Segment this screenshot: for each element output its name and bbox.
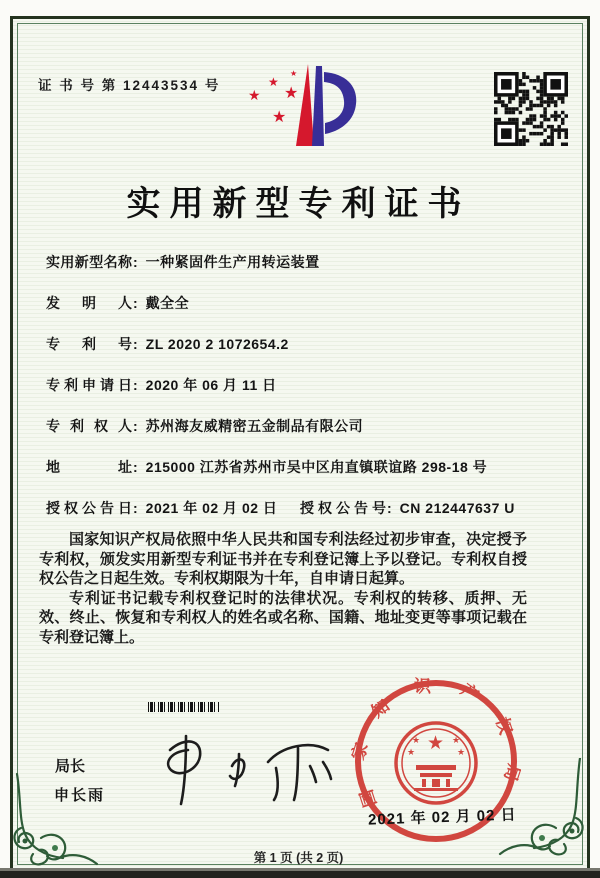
certificate-number: 证 书 号 第 12443534 号: [38, 78, 221, 93]
field-label: 专利权人: [46, 418, 132, 434]
field-label: 专利申请日: [46, 377, 132, 393]
field-value: 2020 年 06 月 11 日: [145, 377, 277, 393]
field-value: 215000 江苏省苏州市吴中区甪直镇联谊路 298-18 号: [145, 459, 488, 475]
field-label: 授权公告号: [300, 500, 386, 516]
svg-text:★: ★: [248, 87, 261, 103]
svg-text:★: ★: [457, 747, 466, 757]
field-row-address: [46, 457, 558, 477]
field-row-patentee: [46, 416, 558, 436]
field-colon: :: [133, 377, 138, 393]
handwritten-signature-icon: [140, 728, 340, 813]
svg-text:★: ★: [268, 75, 279, 89]
field-colon: :: [133, 418, 138, 434]
seal-agency-arc-text: 国家知识产权局: [351, 676, 521, 810]
svg-text:★: ★: [452, 735, 461, 745]
field-row-utility-model-name: [46, 252, 558, 272]
field-label: 发明人: [46, 295, 132, 311]
certificate-fields: [46, 252, 558, 539]
field-row-inventor: [46, 293, 558, 313]
field-colon: :: [387, 500, 392, 516]
field-grant-announcement-number: [300, 498, 515, 518]
field-value: 一种紧固件生产用转运装置: [145, 254, 320, 270]
field-label: 授权公告日: [46, 500, 132, 516]
legal-paragraph-1: 国家知识产权局依照中华人民共和国专利法经过初步审查，决定授予专利权，颁发实用新型专利证书并在专利登记簿上予以登记。专利权自授权公告之日起生效。专利权期限为十年，自申请日起算。: [39, 532, 527, 587]
barcode-icon: [148, 702, 219, 712]
cnipa-logo-icon: [246, 60, 358, 154]
corner-ornament-icon: [494, 758, 586, 856]
field-value: 2021 年 02 月 02 日: [145, 500, 278, 516]
svg-text:★: ★: [284, 85, 299, 102]
seal-date: 2021 年 02 月 02 日: [367, 806, 517, 829]
field-label: 地址: [46, 459, 132, 475]
svg-text:★: ★: [407, 747, 416, 757]
director-name: 申长雨: [54, 787, 106, 804]
svg-text:★: ★: [290, 69, 298, 78]
director-title: 局长: [55, 758, 86, 775]
svg-text:★: ★: [412, 735, 421, 745]
legal-text: [39, 531, 527, 648]
field-colon: :: [133, 459, 138, 475]
field-value: ZL 2020 2 1072654.2: [145, 336, 289, 352]
field-colon: :: [133, 295, 138, 311]
field-label: 专利号: [46, 336, 132, 352]
svg-text:★: ★: [427, 733, 445, 754]
field-label: 实用新型名称: [46, 254, 132, 270]
photo-edge: [0, 871, 600, 878]
field-row-grant-date: [46, 498, 558, 518]
qr-code-icon: [494, 72, 568, 146]
certificate-title: 实用新型专利证书: [126, 186, 471, 223]
field-value: 苏州海友威精密五金制品有限公司: [145, 418, 364, 434]
field-value: 戴全全: [145, 295, 190, 311]
field-colon: :: [133, 500, 138, 516]
national-emblem-icon: [396, 723, 476, 803]
legal-paragraph-2: 专利证书记载专利权登记时的法律状况。专利权的转移、质押、无效、终止、恢复和专利权人的姓名或名称、国籍、地址变更等事项记载在专利登记簿上。: [39, 590, 527, 646]
svg-text:★: ★: [272, 109, 287, 126]
field-colon: :: [133, 254, 138, 270]
field-colon: :: [133, 336, 138, 352]
field-row-patent-number: [46, 334, 558, 354]
page-number: 第 1 页 (共 2 页): [253, 851, 344, 865]
field-value: CN 212447637 U: [399, 500, 515, 516]
field-row-filing-date: [46, 375, 558, 395]
